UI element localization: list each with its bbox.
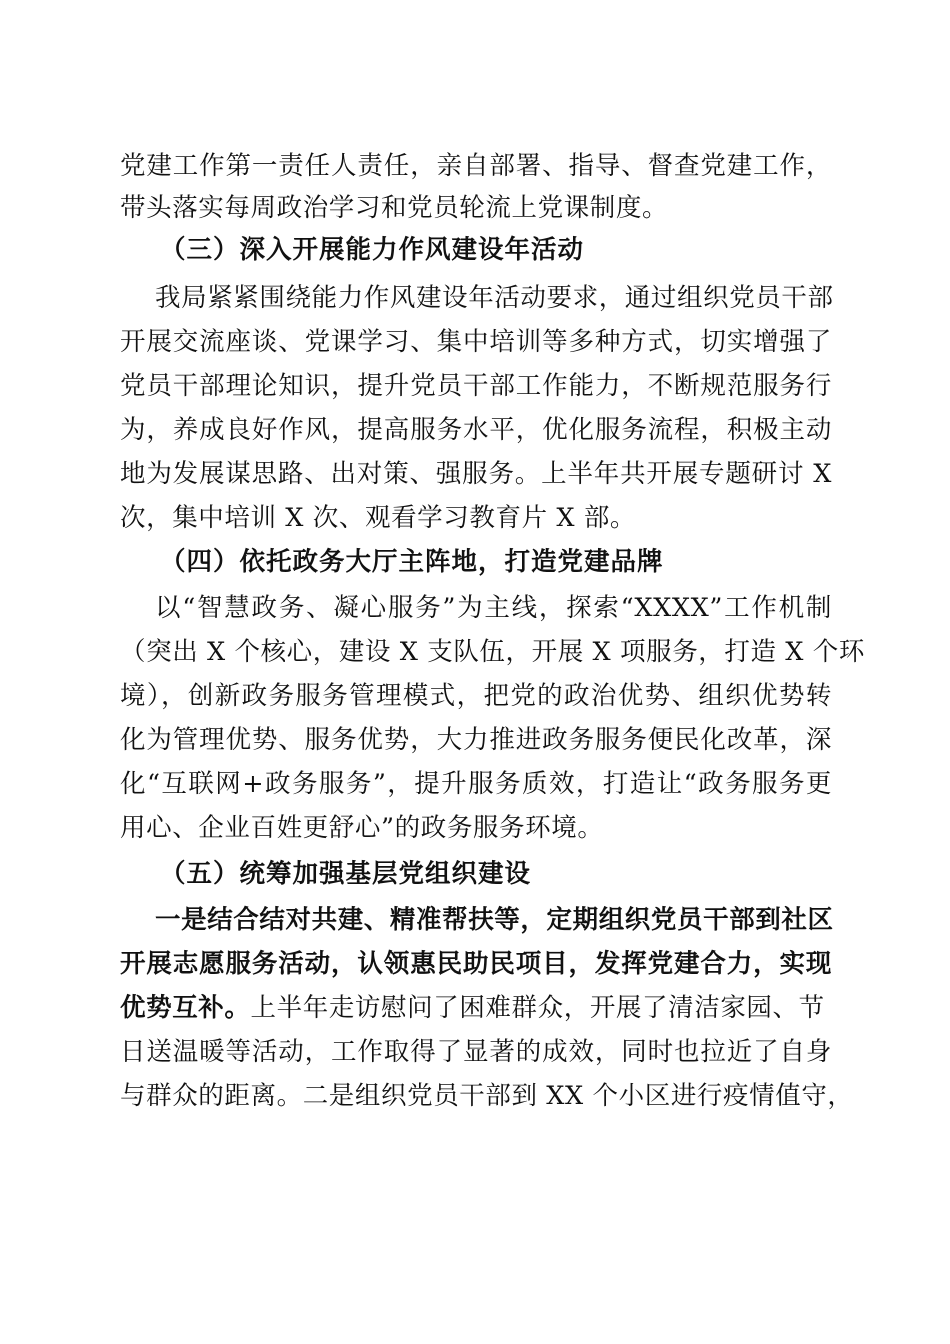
text-line: 为，养成良好作风，提高服务水平，优化服务流程，积极主动 bbox=[120, 415, 832, 445]
text-line: 与群众的距离。二是组织党员干部到 XX 个小区进行疫情值守， bbox=[120, 1081, 854, 1111]
text-line: 以“智慧政务、凝心服务”为主线，探索“XXXX”工作机制 bbox=[155, 593, 832, 623]
text-line: 化“互联网+政务服务”，提升服务质效，打造让“政务服务更 bbox=[120, 769, 832, 799]
text-line: 党建工作第一责任人责任，亲自部署、指导、督查党建工作， bbox=[120, 151, 832, 181]
section-heading: （五）统筹加强基层党组织建设 bbox=[160, 859, 532, 889]
text-line: （突出 X 个核心，建设 X 支队伍，开展 X 项服务，打造 X 个环 bbox=[120, 637, 865, 667]
text-line: 日送温暖等活动，工作取得了显著的成效，同时也拉近了自身 bbox=[120, 1037, 832, 1067]
regular-text: 上半年走访慰问了困难群众，开展了清洁家园、节 bbox=[250, 993, 825, 1023]
text-line: 地为发展谋思路、出对策、强服务。上半年共开展专题研讨 X bbox=[120, 459, 832, 489]
text-line: 我局紧紧围绕能力作风建设年活动要求，通过组织党员干部 bbox=[155, 283, 834, 313]
text-line: 用心、企业百姓更舒心”的政务服务环境。 bbox=[120, 813, 604, 843]
text-line: 带头落实每周政治学习和党员轮流上党课制度。 bbox=[120, 193, 669, 223]
text-line bbox=[120, 988, 832, 1028]
bold-text: 优势互补。 bbox=[120, 993, 251, 1023]
text-line: 境），创新政务服务管理模式，把党的政治优势、组织优势转 bbox=[120, 681, 832, 711]
text-line: 一是结合结对共建、精准帮扶等，定期组织党员干部到社区 bbox=[155, 905, 834, 935]
text-line: 次，集中培训 X 次、观看学习教育片 X 部。 bbox=[120, 503, 637, 533]
text-line: 党员干部理论知识，提升党员干部工作能力，不断规范服务行 bbox=[120, 371, 832, 401]
text-line: 化为管理优势、服务优势，大力推进政务服务便民化改革，深 bbox=[120, 725, 832, 755]
text-line: 开展志愿服务活动，认领惠民助民项目，发挥党建合力，实现 bbox=[120, 949, 832, 979]
section-heading: （三）深入开展能力作风建设年活动 bbox=[160, 235, 585, 265]
text-line: 开展交流座谈、党课学习、集中培训等多种方式，切实增强了 bbox=[120, 327, 832, 357]
section-heading: （四）依托政务大厅主阵地，打造党建品牌 bbox=[160, 547, 664, 577]
